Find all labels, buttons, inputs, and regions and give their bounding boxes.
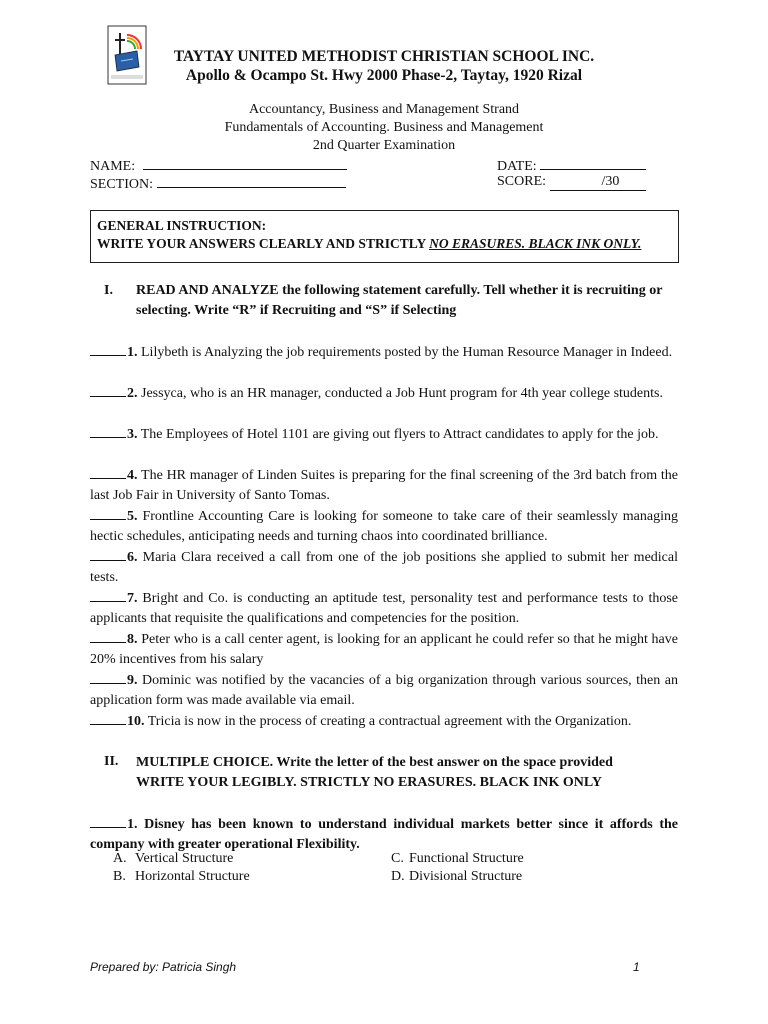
question-item: 3. The Employees of Hotel 1101 are giving out flyers to Attract candidates to apply for the job.: [90, 425, 678, 445]
name-label: NAME:: [90, 159, 136, 174]
part2-numeral: II.: [104, 754, 119, 769]
school-name: TAYTAY UNITED METHODIST CHRISTIAN SCHOOL INC.: [173, 48, 595, 65]
instruction-emphasis: NO ERASURES. BLACK INK ONLY.: [429, 236, 642, 251]
answer-blank[interactable]: [90, 631, 126, 643]
answer-blank[interactable]: [90, 426, 126, 438]
answer-blank[interactable]: [90, 713, 126, 725]
answer-blank[interactable]: [90, 816, 126, 828]
instruction-title: GENERAL INSTRUCTION:: [97, 218, 267, 233]
school-address: Apollo & Ocampo St. Hwy 2000 Phase-2, Taytay, 1920 Rizal: [185, 67, 583, 84]
strand-title: Accountancy, Business and Management Strand: [248, 102, 520, 117]
mc-option-b[interactable]: B. Horizontal Structure: [113, 869, 250, 884]
section-field[interactable]: [90, 174, 346, 193]
instruction-text: WRITE YOUR ANSWERS CLEARLY AND STRICTLY NO ERASURES. BLACK INK ONLY.: [97, 236, 642, 251]
mc-option-d[interactable]: D. Divisional Structure: [391, 869, 523, 884]
mc-question: 1. Disney has been known to understand individual markets better since it affords the company with greater operational Flexibility.: [90, 817, 678, 852]
name-field[interactable]: [90, 156, 347, 175]
question-item: 1. Lilybeth is Analyzing the job requirements posted by the Human Resource Manager in Indeed.: [90, 343, 678, 363]
exam-title: 2nd Quarter Examination: [312, 138, 456, 153]
mc-option-a[interactable]: A. Vertical Structure: [113, 851, 234, 866]
score-total: /30: [601, 174, 620, 189]
part2-heading: MULTIPLE CHOICE. Write the letter of the best answer on the space provided WRITE YOUR LEGIBLY. STRICTLY NO ERASURES. BLACK INK ONLY: [136, 755, 613, 790]
score-blank[interactable]: [550, 174, 646, 191]
page-number: 1: [633, 960, 640, 974]
date-blank[interactable]: [540, 156, 646, 170]
answer-blank[interactable]: [90, 549, 126, 561]
answer-blank[interactable]: [90, 590, 126, 602]
answer-blank[interactable]: [90, 385, 126, 397]
answer-blank[interactable]: [90, 672, 126, 684]
date-label: DATE:: [497, 159, 537, 174]
score-label: SCORE:: [497, 174, 547, 189]
name-blank[interactable]: [143, 156, 347, 170]
question-item: 9. Dominic was notified by the vacancies of a big organization through various sources, then an application form was made available via email.: [90, 673, 678, 708]
score-field[interactable]: [497, 174, 646, 191]
prepared-by: Prepared by: Patricia Singh: [90, 960, 237, 974]
answer-blank[interactable]: [90, 508, 126, 520]
question-item: 5. Frontline Accounting Care is looking for someone to take care of their seamlessly managing hectic schedules, anticipating needs and turning chaos into coordinated brilliance.: [90, 509, 678, 544]
answer-blank[interactable]: [90, 344, 126, 356]
section-label: SECTION:: [90, 177, 153, 192]
question-item: 10. Tricia is now in the process of creating a contractual agreement with the Organization.: [90, 712, 678, 732]
general-instruction-box: [90, 210, 679, 263]
answer-blank[interactable]: [90, 467, 126, 479]
question-item: 6. Maria Clara received a call from one of the job positions she applied to submit her medical tests.: [90, 550, 678, 585]
date-field[interactable]: [497, 156, 646, 175]
part1-numeral: I.: [104, 283, 113, 298]
part1-heading: READ AND ANALYZE the following statement carefully. Tell whether it is recruiting or selecting. Write “R” if Recruiting and “S” if Selecting: [136, 283, 663, 318]
question-item: 2. Jessyca, who is an HR manager, conducted a Job Hunt program for 4th year college students.: [90, 384, 678, 404]
question-item: 7. Bright and Co. is conducting an aptitude test, personality test and performance tests to those applicants that requisite the qualifications and competencies for the position.: [90, 591, 678, 626]
question-item: 8. Peter who is a call center agent, is looking for an applicant he could refer so that he might have 20% incentives from his salary: [90, 632, 678, 667]
section-blank[interactable]: [157, 174, 346, 188]
question-item: 4. The HR manager of Linden Suites is preparing for the final screening of the 3rd batch from the last Job Fair in University of Santo Tomas.: [90, 468, 678, 503]
subject-title: Fundamentals of Accounting. Business and Management: [224, 120, 544, 135]
mc-option-c[interactable]: C. Functional Structure: [391, 851, 524, 866]
